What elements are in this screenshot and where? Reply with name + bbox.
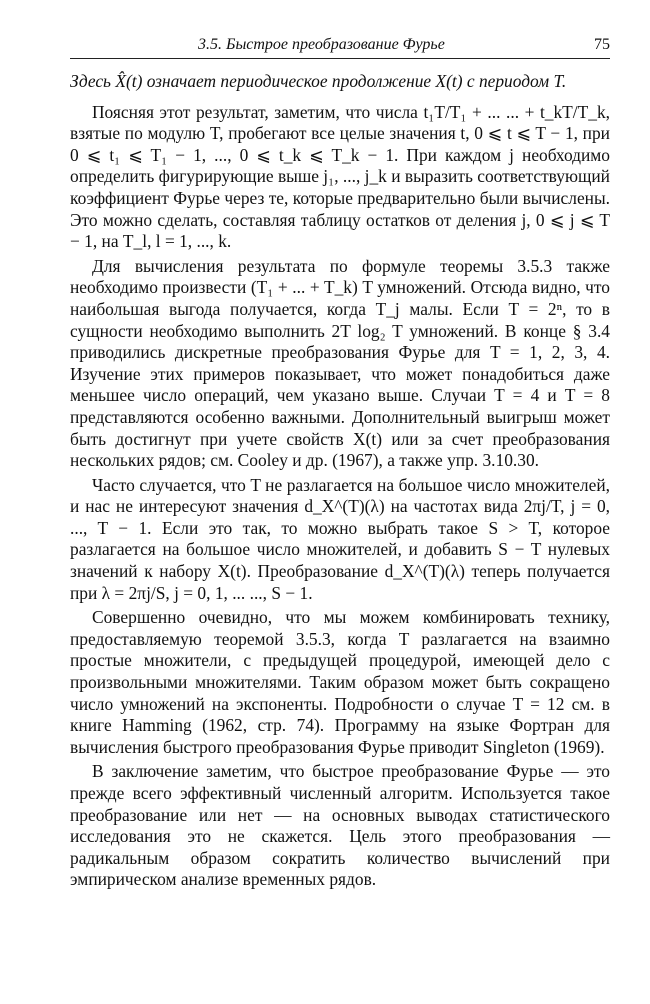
paragraph-conclusion: В заключение заметим, что быстрое преобразование Фурье — это прежде всего эффективный численный алгоритм. Используется такое преобразование или нет — на основных выводах статистического исследования это не скажется. Цель этого преобразования — радикальным образом сократить количество вычислений при эмпирическом анализе временных рядов.: [70, 761, 610, 890]
paragraph-periodic-extension: Здесь X̂(t) означает периодическое продолжение X(t) с периодом T.: [70, 71, 567, 91]
running-title: 3.5. Быстрое преобразование Фурье: [198, 36, 445, 53]
paragraph-combining-techniques: Совершенно очевидно, что мы можем комбинировать технику, предоставляемую теоремой 3.5.3, когда T разлагается на взаимно простые множители, с предыдущей процедурой, имеющей дело с произвольными множителями. Таким образом может быть сокращено число умножений на экспоненты. Подробности о случае T = 12 см. в книге Hamming (1962, стр. 74). Программу на языке Фортран для вычисления быстрого преобразования Фурье приводит Singleton (1969).: [70, 607, 610, 757]
paragraph-explanation: Поясняя этот результат, заметим, что числа t₁T/T₁ + ... ... + t_kT/T_k, взятые по модулю T, пробегают все целые значения t, 0 ⩽ t ⩽ T − 1, при 0 ⩽ t₁ ⩽ T₁ − 1, ..., 0 ⩽ t_k ⩽ T_k − 1. При каждом j необходимо определить фигурирующие выше j₁, ..., j_k и выразить соответствующий коэффициент Фурье через те, которые предварительно были вычислены. Это можно сделать, составляя таблицу остатков от деления j, 0 ⩽ j ⩽ T − 1, на T_l, l = 1, ..., k.: [70, 101, 610, 252]
running-header: [70, 30, 610, 59]
paragraph-multiplications: Для вычисления результата по формуле теоремы 3.5.3 также необходимо произвести (T₁ + ... + T_k) T умножений. Отсюда видно, что наибольшая выгода получается, когда T_j малы. Если T = 2ⁿ, то в сущности необходимо выполнить 2T log₂ T умножений. В конце § 3.4 приводились дискретные преобразования Фурье для T = 1, 2, 3, 4. Изучение этих примеров показывает, что может понадобиться даже меньшее число операций, чем указано выше. Случаи T = 4 и T = 8 представляются особенно важными. Дополнительный выигрыш может быть достигнут при учете свойств X(t) или за счет преобразования нескольких рядов; см. Cooley и др. (1967), а также упр. 3.10.30.: [70, 255, 610, 471]
page-number: 75: [594, 36, 610, 53]
paragraph-zero-padding: Часто случается, что T не разлагается на большое число множителей, и нас не интересуют значения d_X^(T)(λ) на частотах вида 2πj/T, j = 0, ..., T − 1. Если это так, то можно выбрать такое S > T, которое разлагается на большое число множителей, и добавить S − T нулевых значений к набору X(t). Преобразование d_X^(T)(λ) теперь получается при λ = 2πj/S, j = 0, 1, ... ..., S − 1.: [70, 474, 610, 603]
body-text: [70, 71, 610, 891]
book-page: [70, 30, 610, 894]
